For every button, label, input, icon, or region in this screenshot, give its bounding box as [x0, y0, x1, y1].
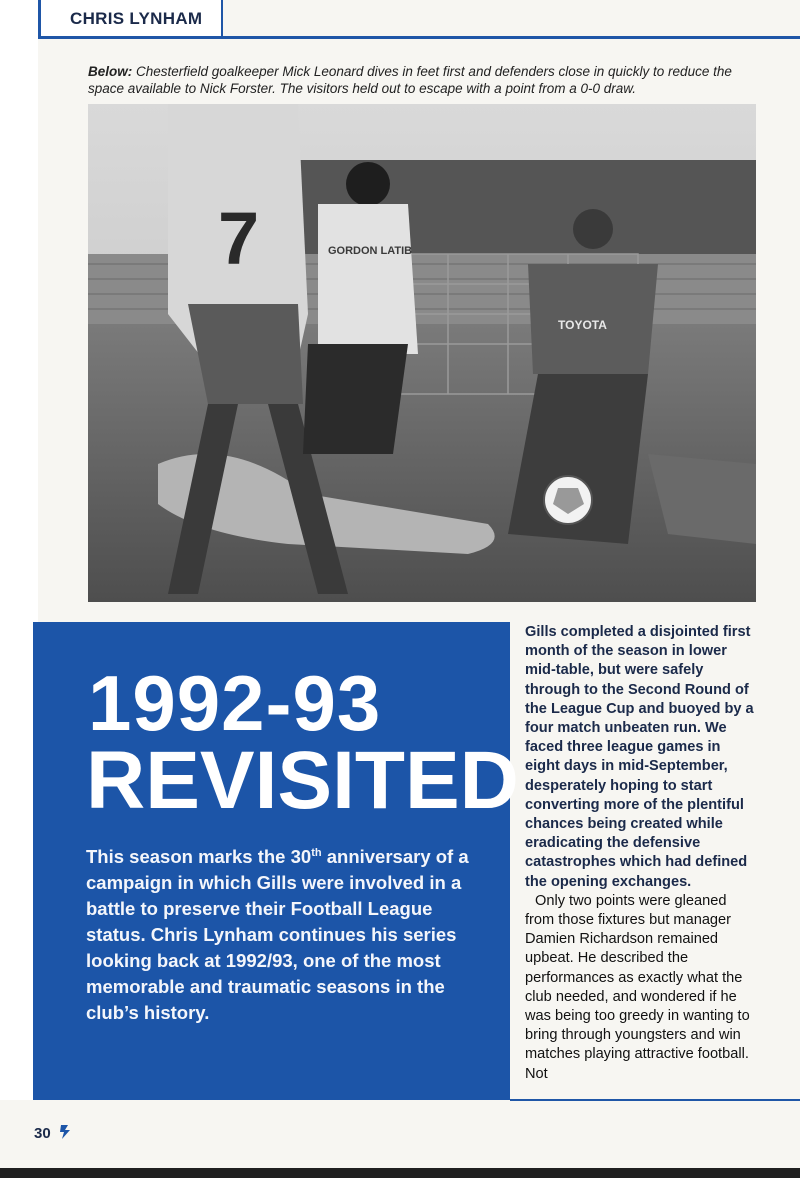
- section-label: CHRIS LYNHAM: [70, 9, 203, 28]
- caption-lead: Below:: [88, 64, 133, 79]
- article-lead-paragraph: Gills completed a disjointed first month of the season in lower mid-table, but were safely through to the Second Round of the League Cup and buoyed by a four match unbeaten run. We faced three league games in eight days in mid-September, desperately hoping to start converting more of the plentiful chances being created while eradicating the defensive catastrophes which had defined the opening exchanges.: [525, 624, 754, 890]
- sponsor-right: TOYOTA: [558, 318, 607, 332]
- headline-title: REVISITED: [86, 735, 519, 826]
- column-bottom-rule: [510, 1099, 800, 1101]
- sponsor-left: GORDON LATIB: [328, 245, 413, 257]
- intro-part-2: anniversary of a campaign in which Gills were involved in a battle to preserve their Football League status. Chris Lynham continues his series looking back at 1992/93, one of the most memorable and traumatic seasons in the club’s history.: [86, 846, 469, 1024]
- headline-year: 1992-93: [88, 659, 382, 747]
- intro-part-1: This season marks the 30: [86, 846, 312, 868]
- match-photo-illustration: [88, 104, 756, 602]
- photo-caption: [88, 63, 768, 97]
- article-body-paragraph: Only two points were gleaned from those fixtures but manager Damien Richardson remained upbeat. He described the performances as exactly what the club needed, and wondered if he was being too greedy in wanting to bring through youngsters and win matches playing attractive football. Not: [525, 892, 750, 1082]
- page-edge: [0, 1168, 800, 1178]
- shirt-number: 7: [218, 197, 260, 280]
- page-number: 30: [34, 1125, 51, 1142]
- intro-standfirst: [86, 840, 486, 1026]
- caption-text: Chesterfield goalkeeper Mick Leonard dives in feet first and defenders close in quickly to reduce the space available to Nick Forster. The visitors held out to escape with a point from a 0-0 draw.: [88, 64, 732, 96]
- club-crest-icon: [58, 1124, 72, 1143]
- header-rule: [38, 36, 800, 39]
- article-column: [525, 623, 757, 1084]
- intro-superscript: th: [311, 847, 322, 859]
- match-photo: [88, 104, 756, 602]
